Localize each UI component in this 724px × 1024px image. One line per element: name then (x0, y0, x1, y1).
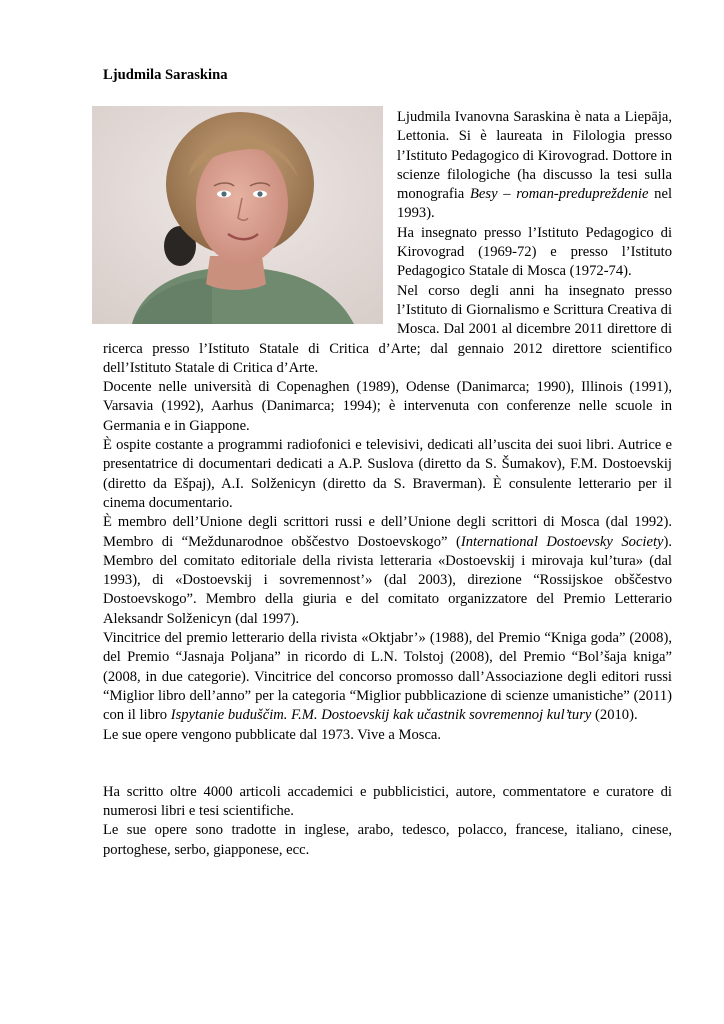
paragraph-universities: Docente nelle università di Copenaghen (1989), Odense (Danimarca; 1990), Illinois (1991), Varsavia (1992), Aarhus (Danimarca; 1994); è intervenuta con conferenze nelle scuole in Germania e in Giappone. (103, 379, 672, 434)
photo-text-wrap (103, 108, 397, 324)
paragraph-translations: Le sue opere sono tradotte in inglese, arabo, tedesco, polacco, francese, italiano, cinese, portoghese, serbo, giapponese, ecc. (103, 822, 672, 858)
paragraph-birth-education: Ljudmila Ivanovna Saraskina è nata a Liepāja, Lettonia. Si è laureata in Filologia presso l’Istituto Pedagogico di Kirovograd. Dottore in scienze filologiche (ha discusso la tesi sulla monografia Besy – roman-predupreždenie nel 1993). (397, 109, 672, 222)
paragraph-publications: Le sue opere vengono pubblicate dal 1973. Vive a Mosca. (103, 726, 442, 743)
paragraph-teaching-career: Nel corso degli anni ha insegnato presso l’Istituto di Giornalismo e Scrittura Creativa di Mosca. Dal 2001 al dicembre 2011 direttore di ricerca presso l’Istituto Statale di Critica d’Arte; dal gennaio 2012 direttore scientifico dell’Istituto Statale di Critica d’Arte. (103, 282, 672, 376)
biography-text (103, 108, 672, 860)
paragraph-articles: Ha scritto oltre 4000 articoli accademici e pubblicistici, autore, commentatore e curatore di numerosi libri e tesi scientifiche. (103, 783, 672, 820)
paragraph-awards: Vincitrice del premio letterario della rivista «Oktjabr’» (1988), del Premio “Kniga goda” (2008), del Premio “Jasnaja Poljana” in ricordo di L.N. Tolstoj (2008), del Premio “Bol’šaja kniga” (2008, in due categorie). Vincitrice del concorso promosso dall’Associazione degli editori russi “Miglior libro dell’anno” per la categoria “Miglior pubblicazione di scienze umanistiche” (2011) con il libro Ispytanie buduščim. F.M. Dostoevskij kak učastnik sovremennoj kul’tury (2010). (103, 630, 672, 724)
paragraph-teaching-early: Ha insegnato presso l’Istituto Pedagogico di Kirovograd (1969-72) e presso l’Istituto Pedagogico Statale di Mosca (1972-74). (397, 224, 672, 280)
paragraph-media: È ospite costante a programmi radiofonici e televisivi, dedicati all’uscita dei suoi libri. Autrice e presentatrice di documentari dedicati a A.P. Suslova (diretto da S. Šumakov), F.M. Dostoevskij (diretto da Ešpaj), A.I. Solženicyn (diretto da S. Braverman). È consulente letterario per il cinema documentario. (103, 437, 672, 511)
paragraph-memberships: È membro dell’Unione degli scrittori russi e dell’Unione degli scrittori di Mosca (dal 1992). Membro di “Meždunarodnoe obščestvo Dostoevskogo” (International Dostoevsky Society). Membro del comitato editoriale della rivista letteraria «Dostoevskij i mirovaja kul’tura» (dal 1993), di «Dostoevskij i sovremennost’» (dal 2003), direzione “Rossijskoe obščestvo Dostoevskogo”. Membro della giuria e del comitato organizzatore del Premio Letterario Aleksandr Solženicyn (dal 1997). (103, 514, 672, 627)
page-title: Ljudmila Saraskina (103, 67, 228, 83)
paragraph-gap (103, 745, 672, 783)
